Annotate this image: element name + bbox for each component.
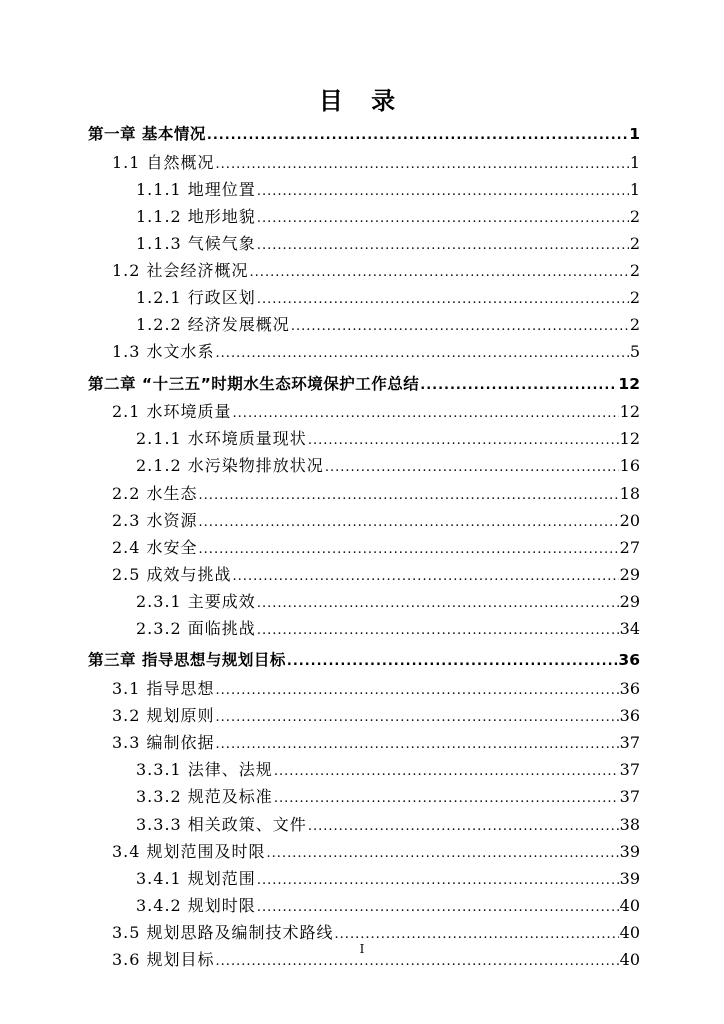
dot-leader	[250, 259, 629, 286]
toc-entry-page-number: 2	[629, 233, 640, 253]
dot-leader	[216, 677, 619, 704]
toc-subsection-entry[interactable]	[88, 452, 640, 479]
toc-entry-label: 1.2 社会经济概况	[112, 261, 249, 281]
toc-entry-page-number: 40	[619, 896, 640, 916]
toc-entry-label: 3.1 指导思想	[112, 678, 215, 698]
toc-entry-page-number: 2	[629, 261, 640, 281]
toc-entry-label: 3.3.1 法律、法规	[136, 760, 273, 780]
toc-section-entry[interactable]	[88, 561, 640, 588]
toc-entry-label: 2.1.1 水环境质量现状	[136, 429, 307, 449]
toc-entry-label: 第三章 指导思想与规划目标	[88, 651, 286, 670]
toc-subsection-entry[interactable]	[88, 284, 640, 311]
toc-section-entry[interactable]	[88, 534, 640, 561]
dot-leader	[216, 340, 629, 367]
toc-subsection-entry[interactable]	[88, 176, 640, 203]
toc-entry-page-number: 1	[629, 179, 640, 199]
toc-subsection-entry[interactable]	[88, 783, 640, 810]
toc-subsection-entry[interactable]	[88, 230, 640, 257]
toc-subsection-entry[interactable]	[88, 892, 640, 919]
toc-entry-label: 1.1 自然概况	[112, 152, 215, 172]
toc-entry-page-number: 39	[619, 841, 640, 861]
toc-entry-label: 2.3.1 主要成效	[136, 592, 256, 612]
toc-entry-page-number: 2	[629, 315, 640, 335]
toc-entry-label: 2.4 水安全	[112, 537, 198, 557]
dot-leader	[420, 372, 617, 401]
toc-subsection-entry[interactable]	[88, 865, 640, 892]
dot-leader	[257, 178, 629, 205]
dot-leader	[267, 840, 619, 867]
toc-entry-page-number: 40	[619, 950, 640, 970]
toc-entry-page-number: 37	[619, 787, 640, 807]
toc-subsection-entry[interactable]	[88, 203, 640, 230]
toc-section-entry[interactable]	[88, 480, 640, 507]
toc-entry-label: 2.1 水环境质量	[112, 402, 232, 422]
toc-entry-page-number: 36	[618, 651, 640, 670]
toc-entry-label: 3.3.2 规范及标准	[136, 787, 273, 807]
toc-entry-page-number: 12	[619, 402, 640, 422]
toc-subsection-entry[interactable]	[88, 756, 640, 783]
toc-entry-label: 第二章 “十三五”时期水生态环境保护工作总结	[88, 374, 420, 393]
toc-entry-page-number: 20	[619, 510, 640, 530]
toc-entry-page-number: 39	[619, 868, 640, 888]
table-of-contents	[88, 120, 640, 973]
toc-entry-label: 3.6 规划目标	[112, 950, 215, 970]
dot-leader	[199, 536, 619, 563]
toc-section-entry[interactable]	[88, 149, 640, 176]
toc-entry-label: 3.3 编制依据	[112, 733, 215, 753]
toc-entry-page-number: 29	[619, 592, 640, 612]
toc-entry-page-number: 5	[629, 342, 640, 362]
toc-entry-label: 2.3 水资源	[112, 510, 198, 530]
toc-entry-page-number: 2	[629, 288, 640, 308]
dot-leader	[207, 122, 628, 151]
dot-leader	[233, 400, 619, 427]
toc-entry-page-number: 36	[619, 706, 640, 726]
toc-subsection-entry[interactable]	[88, 811, 640, 838]
dot-leader	[199, 482, 619, 509]
toc-entry-page-number: 29	[619, 564, 640, 584]
dot-leader	[233, 563, 619, 590]
toc-entry-label: 1.2.2 经济发展概况	[136, 315, 290, 335]
dot-leader	[257, 617, 619, 644]
dot-leader	[216, 731, 619, 758]
dot-leader	[274, 785, 619, 812]
toc-subsection-entry[interactable]	[88, 588, 640, 615]
dot-leader	[325, 454, 619, 481]
toc-chapter-entry[interactable]	[88, 120, 640, 149]
toc-section-entry[interactable]	[88, 729, 640, 756]
dot-leader	[216, 704, 619, 731]
toc-section-entry[interactable]	[88, 702, 640, 729]
dot-leader	[257, 205, 629, 232]
toc-section-entry[interactable]	[88, 257, 640, 284]
toc-entry-label: 3.4 规划范围及时限	[112, 841, 266, 861]
toc-entry-page-number: 12	[618, 374, 640, 393]
toc-section-entry[interactable]	[88, 675, 640, 702]
toc-entry-page-number: 2	[629, 206, 640, 226]
toc-entry-label: 第一章 基本情况	[88, 125, 206, 143]
toc-entry-page-number: 37	[619, 733, 640, 753]
toc-entry-label: 3.2 规划原则	[112, 706, 215, 726]
toc-subsection-entry[interactable]	[88, 615, 640, 642]
toc-entry-page-number: 12	[619, 429, 640, 449]
toc-entry-label: 3.3.3 相关政策、文件	[136, 814, 307, 834]
toc-chapter-entry[interactable]	[88, 370, 640, 399]
toc-entry-page-number: 38	[619, 814, 640, 834]
toc-entry-page-number: 16	[619, 456, 640, 476]
toc-entry-label: 3.4.1 规划范围	[136, 868, 256, 888]
dot-leader	[257, 894, 619, 921]
toc-entry-page-number: 1	[629, 125, 640, 143]
dot-leader	[257, 590, 619, 617]
toc-chapter-entry[interactable]	[88, 646, 640, 675]
dot-leader	[257, 232, 629, 259]
toc-section-entry[interactable]	[88, 507, 640, 534]
toc-entry-label: 2.1.2 水污染物排放状况	[136, 456, 324, 476]
dot-leader	[257, 286, 629, 313]
dot-leader	[199, 509, 619, 536]
dot-leader	[274, 758, 619, 785]
page-number-footer: I	[359, 942, 365, 956]
dot-leader	[257, 867, 619, 894]
toc-entry-page-number: 36	[619, 678, 640, 698]
toc-section-entry[interactable]	[88, 338, 640, 365]
toc-entry-page-number: 37	[619, 760, 640, 780]
toc-entry-page-number: 27	[619, 537, 640, 557]
toc-entry-label: 1.3 水文水系	[112, 342, 215, 362]
toc-title: 目 录	[318, 87, 406, 115]
toc-entry-page-number: 40	[619, 923, 640, 943]
dot-leader	[308, 427, 619, 454]
dot-leader	[287, 648, 618, 677]
toc-subsection-entry[interactable]	[88, 311, 640, 338]
dot-leader	[216, 151, 629, 178]
toc-entry-label: 1.1.2 地形地貌	[136, 206, 256, 226]
toc-subsection-entry[interactable]	[88, 425, 640, 452]
toc-entry-label: 2.5 成效与挑战	[112, 564, 232, 584]
toc-section-entry[interactable]	[88, 398, 640, 425]
toc-entry-page-number: 34	[619, 619, 640, 639]
toc-entry-label: 2.2 水生态	[112, 483, 198, 503]
toc-section-entry[interactable]	[88, 838, 640, 865]
dot-leader	[291, 313, 629, 340]
toc-entry-label: 2.3.2 面临挑战	[136, 619, 256, 639]
toc-entry-label: 1.1.1 地理位置	[136, 179, 256, 199]
toc-entry-label: 1.2.1 行政区划	[136, 288, 256, 308]
toc-entry-page-number: 18	[619, 483, 640, 503]
toc-entry-label: 3.4.2 规划时限	[136, 896, 256, 916]
toc-entry-page-number: 1	[629, 152, 640, 172]
dot-leader	[308, 813, 619, 840]
toc-entry-label: 1.1.3 气候气象	[136, 233, 256, 253]
toc-entry-label: 3.5 规划思路及编制技术路线	[112, 923, 334, 943]
